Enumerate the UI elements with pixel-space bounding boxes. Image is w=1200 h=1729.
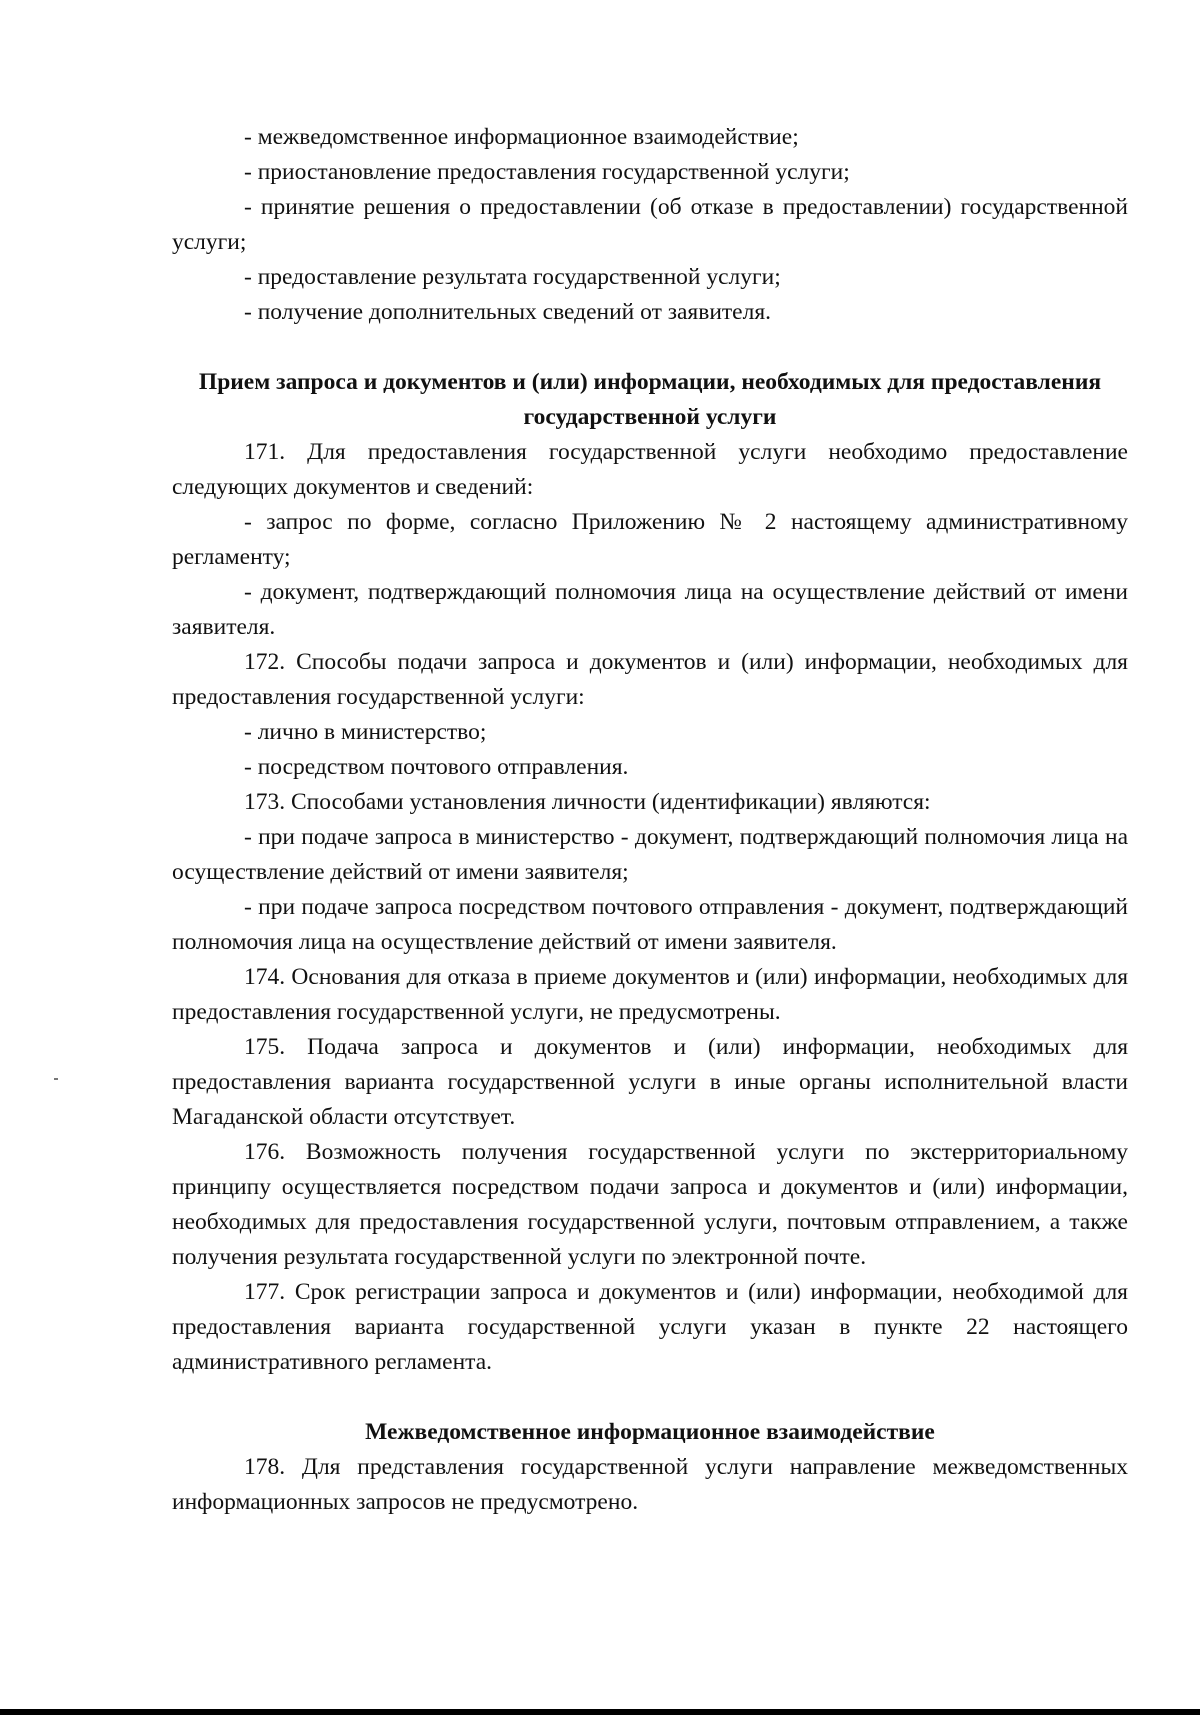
spacer bbox=[172, 330, 1128, 365]
paragraph-173: 173. Способами установления личности (идентификации) являются: bbox=[244, 789, 931, 815]
list-item: - запрос по форме, согласно Приложению № 2 настоящему административному регламенту; bbox=[172, 509, 1128, 570]
list-item: - при подаче запроса в министерство - документ, подтверждающий полномочия лица на осуществление действий от имени заявителя; bbox=[172, 824, 1128, 885]
scan-bottom-edge bbox=[0, 1709, 1200, 1715]
list-item: - лично в министерство; bbox=[244, 719, 487, 745]
paragraph-177: 177. Срок регистрации запроса и документов и (или) информации, необходимой для предоставления варианта государственной услуги указан в пункте 22 настоящего административного регламента. bbox=[172, 1279, 1128, 1375]
paragraph-172: 172. Способы подачи запроса и документов и (или) информации, необходимых для предоставления государственной услуги: bbox=[172, 649, 1128, 710]
list-item: - посредством почтового отправления. bbox=[244, 754, 629, 780]
list-item: - получение дополнительных сведений от заявителя. bbox=[244, 299, 772, 325]
section-heading: Межведомственное информационное взаимодействие bbox=[365, 1419, 935, 1445]
list-item: - принятие решения о предоставлении (об отказе в предоставлении) государственной услуги; bbox=[172, 194, 1128, 255]
list-item: - межведомственное информационное взаимодействие; bbox=[244, 124, 799, 150]
list-item: - приостановление предоставления государственной услуги; bbox=[244, 159, 850, 185]
list-item: - документ, подтверждающий полномочия лица на осуществление действий от имени заявителя. bbox=[172, 579, 1128, 640]
document-body bbox=[172, 120, 1128, 1520]
intro-list bbox=[172, 120, 1128, 330]
spacer bbox=[172, 1380, 1128, 1415]
paragraph-176: 176. Возможность получения государственной услуги по экстерриториальному принципу осуществляется посредством подачи запроса и документов и (или) информации, необходимых для предоставления государственной услуги, почтовым отправлением, а также получения результата государственной услуги по электронной почте. bbox=[172, 1139, 1128, 1270]
list-item: - при подаче запроса посредством почтового отправления - документ, подтверждающий полномочия лица на осуществление действий от имени заявителя. bbox=[172, 894, 1128, 955]
section-interagency bbox=[172, 1415, 1128, 1520]
scan-speck bbox=[54, 1078, 58, 1080]
paragraph-174: 174. Основания для отказа в приеме документов и (или) информации, необходимых для предоставления государственной услуги, не предусмотрены. bbox=[172, 964, 1128, 1025]
paragraph-178: 178. Для представления государственной услуги направление межведомственных информационных запросов не предусмотрено. bbox=[172, 1454, 1128, 1515]
paragraph-175: 175. Подача запроса и документов и (или) информации, необходимых для предоставления варианта государственной услуги в иные органы исполнительной власти Магаданской области отсутствует. bbox=[172, 1034, 1128, 1130]
list-item: - предоставление результата государственной услуги; bbox=[244, 264, 781, 290]
section-heading: Прием запроса и документов и (или) информации, необходимых для предоставления государственной услуги bbox=[198, 369, 1102, 430]
section-reception bbox=[172, 365, 1128, 1380]
paragraph-171: 171. Для предоставления государственной услуги необходимо предоставление следующих документов и сведений: bbox=[172, 439, 1128, 500]
